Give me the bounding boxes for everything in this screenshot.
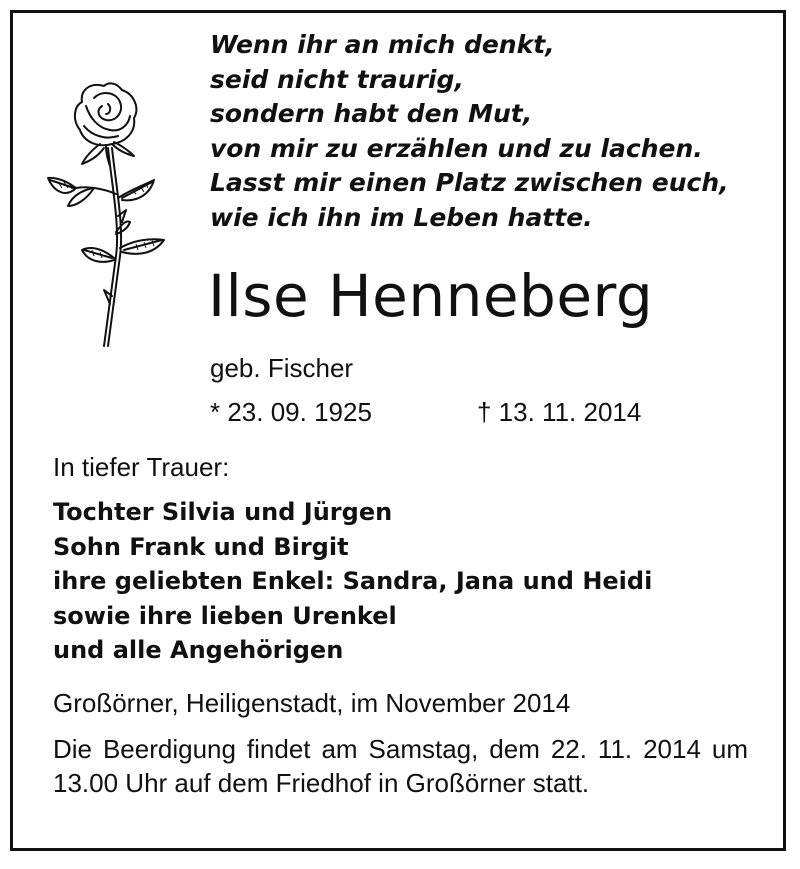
mourner-line: Tochter Silvia und Jürgen — [53, 498, 393, 526]
poem-line: seid nicht traurig, — [210, 64, 464, 94]
birth-date: * 23. 09. 1925 — [210, 397, 372, 427]
place-date: Großörner, Heiligenstadt, im November 2014 — [53, 688, 571, 718]
funeral-notice: Die Beerdigung findet am Samstag, dem 22. 11. 2014 um 13.00 Uhr auf dem Friedhof in Großörner statt. — [53, 734, 748, 798]
mourner-line: sowie ihre lieben Urenkel — [53, 601, 397, 630]
poem-line: wie ich ihn im Leben hatte. — [210, 202, 593, 232]
poem-line: sondern habt den Mut, — [210, 99, 533, 128]
poem-line: Wenn ihr an mich denkt, — [210, 30, 555, 59]
poem — [210, 28, 729, 235]
rose-icon — [46, 76, 168, 354]
death-date: † 13. 11. 2014 — [477, 397, 642, 427]
mourner-line: Sohn Frank und Birgit — [53, 532, 349, 561]
poem-line: von mir zu erzählen und zu lachen. — [210, 133, 703, 163]
maiden-name: geb. Fischer — [210, 353, 354, 383]
mourning-intro: In tiefer Trauer: — [53, 452, 230, 482]
poem-line: Lasst mir einen Platz zwischen euch, — [210, 168, 729, 197]
deceased-name: Ilse Henneberg — [208, 262, 654, 330]
mourner-line: ihre geliebten Enkel: Sandra, Jana und Heidi — [53, 567, 653, 595]
mourners-list — [53, 495, 652, 668]
mourner-line: und alle Angehörigen — [53, 636, 344, 664]
